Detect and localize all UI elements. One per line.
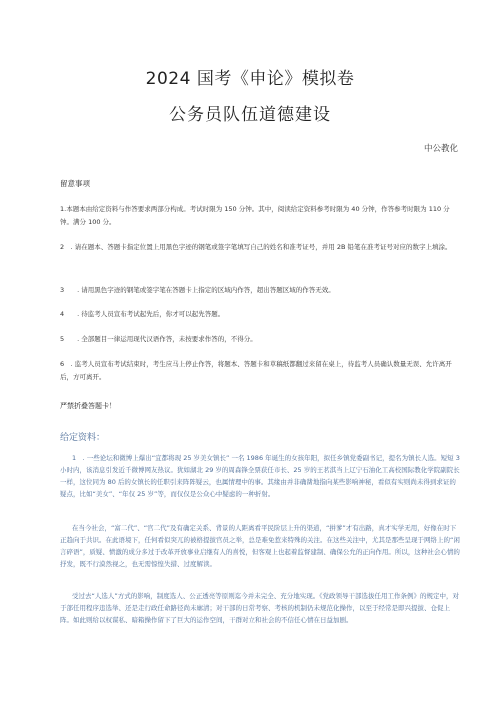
materials-label: 给定资料： bbox=[60, 433, 106, 443]
notice-item-1 bbox=[60, 203, 460, 228]
fold-warning: 严禁折叠答题卡！ bbox=[60, 402, 116, 410]
notice-heading: 留意事项 bbox=[60, 179, 90, 188]
material-text: 在当今社会，“富二代”、“官二代”及有确定关系、背景的人距离看平民阶层上升的渠道，“拼爹”才有出路，真才实学无用，好像在时下正趋向于共识。在此语境下，任何看似突兀的被格提拔官员之举，总是难免惹来特殊的关注。在这些关注中，尤其是那些呈现于网络上的“闲言碎语”，质疑、愤激的成分多过于改革开放事业启继有人的喜悦，但客观上也起着监督建制、确保公允的正向作用。所以，这种社会心情的抒发，既不行漠然视之，也无需惊惶失措、过度解读。 bbox=[60, 524, 460, 568]
material-text: 1 . 一些论坛和微博上爆出“宜都将现 25 岁美女镇长” 一名 1986 年诞生的女孩年阳，拟任乡镇党委副书记，提名为镇长人选。短短 3 小时内，该消息引发近千微博网友热议。犹如湖北 29 岁的周森锋全票获任市长、25 岁的王茗淇当上辽宁石油化工高校国际教化学院副院长一样，这位同为 80 后的女镇长的任职引来阵阵疑云，也属情理中的事。其缘由并非确凿地指向某些影响神秘，看似有实则尚未得到求证的疑点，比如“美女”、“年仅 25 岁”等，而仅仅是公众心中疑虑的一种折射。 bbox=[60, 454, 460, 498]
author-label: 中公教化 bbox=[423, 144, 458, 154]
material-paragraph-2 bbox=[60, 522, 460, 570]
notice-item-text: 5 . 全部题目一律运用现代汉语作答，未按要求作答的，不得分。 bbox=[60, 335, 257, 343]
material-paragraph-1 bbox=[60, 452, 460, 500]
notice-item-5 bbox=[60, 333, 460, 346]
notice-item-text: 1.本题本由给定资料与作答要求两部分构成。考试时限为 150 分钟。其中，阅读给定资料参考时限为 40 分钟，作答参考时限为 110 分钟。满分 100 分。 bbox=[60, 205, 450, 226]
notice-item-6 bbox=[60, 358, 460, 383]
notice-item-text: 2 . 请在题本、答题卡指定位置上用黑色字迹的钢笔或签字笔填写自己的姓名和准考证号，并用 2B 铅笔在准考证号对应的数字上填涂。 bbox=[60, 243, 452, 251]
notice-item-text: 3 . 请用黑色字迹的钢笔或签字笔在答题卡上指定的区域内作答，超出答题区域的作答无效。 bbox=[60, 286, 335, 294]
document-subtitle: 公务员队伍道德建设 bbox=[169, 105, 331, 125]
notice-item-text: 6 . 监考人员宣布考试结束时，考生应马上停止作答，将题本、答题卡和草稿纸都翻过来留在桌上，待监考人员确认数量无误、允许离开后，方可离开。 bbox=[60, 360, 452, 381]
document-title: 2024 国考《申论》模拟卷 bbox=[145, 69, 355, 89]
notice-item-3 bbox=[60, 284, 460, 297]
notice-item-text: 4 . 待监考人员宣布考试起先后，你才可以起先答题。 bbox=[60, 310, 225, 318]
material-text: 受过去“人选人”方式的影响，制度选人、公正透亮等原则迄今并未完全、充分地实现。《党政领导干部选拔任用工作条例》的规定中，对于部任用程序违选举、还是走行政任命路径尚未廓清；对干部的日常考察、考核的机制仍未规范化操作，以至于经常是即兴提拔、仓促上阵。如此则给以权谋私、暗箱操作留下了巨大的运作空间，干群对立和社会的不信任心情在日益加剧。 bbox=[60, 592, 459, 624]
material-paragraph-3 bbox=[60, 590, 460, 626]
notice-item-4 bbox=[60, 308, 460, 321]
notice-item-2 bbox=[60, 241, 460, 254]
